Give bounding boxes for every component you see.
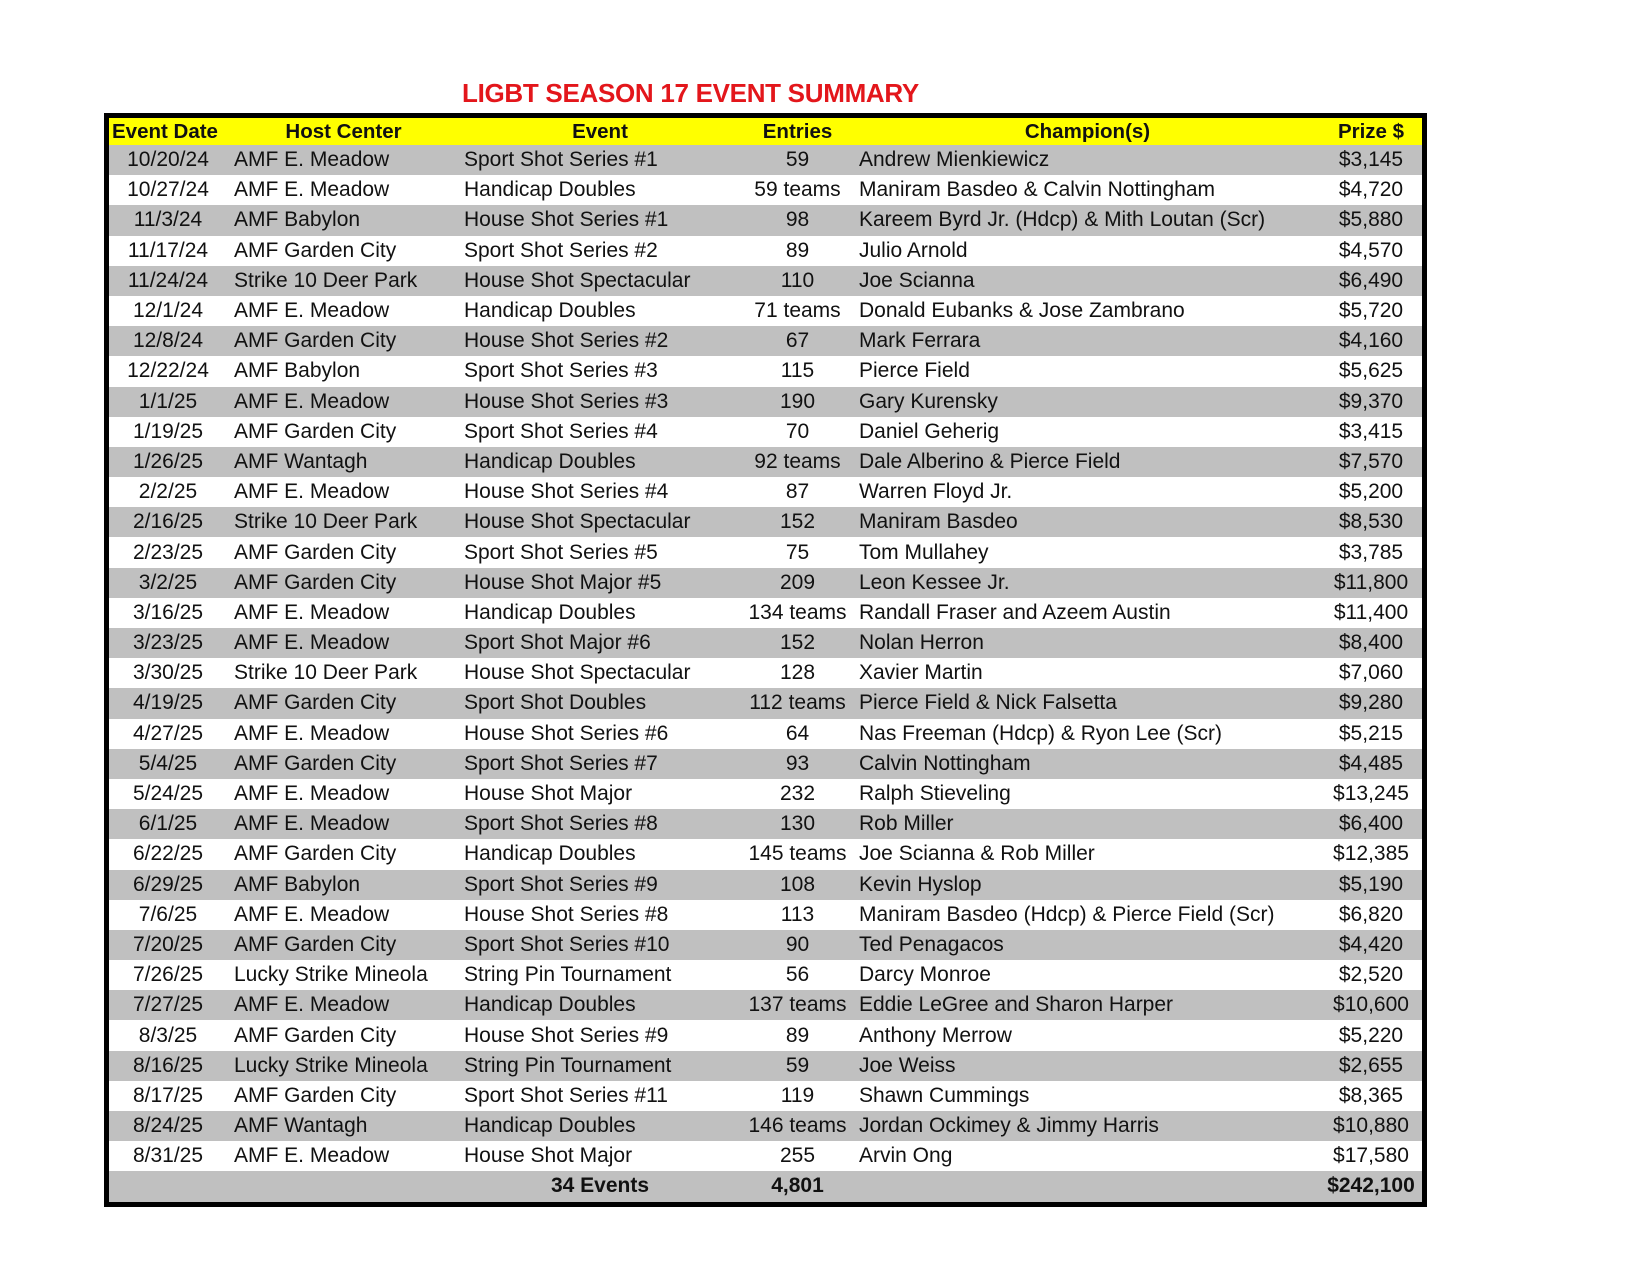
cell-host-center: AMF E. Meadow xyxy=(234,993,390,1017)
cell-event: Sport Shot Doubles xyxy=(464,691,647,715)
cell-champions: Daniel Geherig xyxy=(859,419,1000,443)
cell-event: Sport Shot Series #7 xyxy=(464,751,658,775)
cell-champions: Rob Miller xyxy=(859,812,954,836)
cell-event-date: 8/16/25 xyxy=(132,1053,204,1077)
cell-prize: $5,200 xyxy=(1338,480,1404,504)
cell-event: Sport Shot Major #6 xyxy=(464,631,651,655)
cell-entries: 145 teams xyxy=(748,842,847,866)
cell-event-date: 7/27/25 xyxy=(132,993,204,1017)
cell-entries: 87 xyxy=(785,480,810,504)
cell-prize: $6,400 xyxy=(1338,812,1404,836)
cell-champions: Maniram Basdeo (Hdcp) & Pierce Field (Scr) xyxy=(859,902,1275,926)
table-row xyxy=(109,749,1422,779)
cell-event-date: 10/20/24 xyxy=(127,148,209,172)
table-row xyxy=(109,719,1422,749)
cell-event-date: 2/23/25 xyxy=(132,540,204,564)
cell-entries: 71 teams xyxy=(754,299,841,323)
table-row xyxy=(109,658,1422,688)
table-row xyxy=(109,417,1422,447)
header-champions: Champion(s) xyxy=(1024,120,1151,143)
cell-event: Handicap Doubles xyxy=(464,178,636,202)
cell-champions: Darcy Monroe xyxy=(859,963,991,987)
cell-prize: $5,190 xyxy=(1338,872,1404,896)
cell-event: House Shot Spectacular xyxy=(464,268,691,292)
table-row xyxy=(109,356,1422,386)
header-host-center: Host Center xyxy=(285,120,402,143)
table-body xyxy=(109,145,1422,1171)
table-row xyxy=(109,175,1422,205)
cell-entries: 134 teams xyxy=(748,600,847,624)
cell-entries: 110 xyxy=(780,268,815,292)
cell-event-date: 4/19/25 xyxy=(132,691,204,715)
cell-event-date: 7/6/25 xyxy=(138,902,198,926)
cell-event: Sport Shot Series #8 xyxy=(464,812,658,836)
cell-event: House Shot Series #3 xyxy=(464,389,669,413)
cell-event: House Shot Series #6 xyxy=(464,721,669,745)
cell-entries: 89 xyxy=(785,1023,810,1047)
cell-host-center: AMF Garden City xyxy=(234,1083,397,1107)
cell-entries: 130 xyxy=(779,812,816,836)
cell-event-date: 2/2/25 xyxy=(138,480,198,504)
cell-event: House Shot Spectacular xyxy=(464,510,691,534)
cell-champions: Gary Kurensky xyxy=(859,389,998,413)
cell-entries: 89 xyxy=(785,238,810,262)
table-row xyxy=(109,387,1422,417)
cell-prize: $10,880 xyxy=(1333,1114,1409,1138)
table-row xyxy=(109,1111,1422,1141)
cell-host-center: Lucky Strike Mineola xyxy=(234,963,428,987)
cell-prize: $8,365 xyxy=(1338,1083,1404,1107)
cell-host-center: AMF E. Meadow xyxy=(234,178,390,202)
cell-host-center: AMF E. Meadow xyxy=(234,480,390,504)
cell-event: House Shot Major #5 xyxy=(464,570,662,594)
header-event: Event xyxy=(572,120,628,143)
cell-host-center: AMF Garden City xyxy=(234,419,397,443)
cell-entries: 128 xyxy=(779,661,816,685)
cell-champions: Shawn Cummings xyxy=(859,1083,1030,1107)
table-row xyxy=(109,809,1422,839)
totals-empty-host xyxy=(227,1171,460,1201)
cell-entries: 152 xyxy=(779,631,816,655)
cell-entries: 119 xyxy=(780,1083,815,1107)
cell-entries: 115 xyxy=(780,359,815,383)
cell-champions: Kareem Byrd Jr. (Hdcp) & Mith Loutan (Scr) xyxy=(859,208,1266,232)
cell-host-center: AMF Wantagh xyxy=(234,1114,368,1138)
cell-prize: $5,215 xyxy=(1338,721,1404,745)
table-row xyxy=(109,839,1422,869)
cell-champions: Mark Ferrara xyxy=(859,329,981,353)
cell-champions: Tom Mullahey xyxy=(859,540,989,564)
cell-event: Sport Shot Series #11 xyxy=(464,1083,668,1107)
cell-prize: $9,370 xyxy=(1338,389,1404,413)
cell-event-date: 6/29/25 xyxy=(132,872,204,896)
cell-event: Handicap Doubles xyxy=(464,1114,636,1138)
cell-event-date: 8/24/25 xyxy=(132,1114,204,1138)
cell-host-center: AMF Garden City xyxy=(234,238,397,262)
table-header-row xyxy=(109,118,1422,145)
cell-host-center: AMF E. Meadow xyxy=(234,631,390,655)
page-title: LIGBT SEASON 17 EVENT SUMMARY xyxy=(462,78,919,108)
cell-entries: 70 xyxy=(785,419,810,443)
header-prize: Prize $ xyxy=(1337,120,1405,143)
cell-event: Sport Shot Series #10 xyxy=(464,932,670,956)
cell-prize: $8,530 xyxy=(1338,510,1404,534)
cell-event: Handicap Doubles xyxy=(464,600,636,624)
cell-event-date: 8/31/25 xyxy=(132,1144,204,1168)
cell-event: Handicap Doubles xyxy=(464,299,636,323)
table-row xyxy=(109,447,1422,477)
cell-host-center: AMF E. Meadow xyxy=(234,299,390,323)
cell-entries: 56 xyxy=(785,963,810,987)
cell-champions: Joe Scianna & Rob Miller xyxy=(859,842,1095,866)
table-row xyxy=(109,507,1422,537)
cell-event: Sport Shot Series #1 xyxy=(464,148,658,172)
cell-host-center: AMF Babylon xyxy=(234,872,361,896)
cell-event-date: 2/16/25 xyxy=(132,510,204,534)
cell-event: House Shot Series #2 xyxy=(464,329,669,353)
cell-event: House Shot Series #1 xyxy=(464,208,669,232)
cell-event-date: 11/3/24 xyxy=(133,208,203,232)
cell-champions: Dale Alberino & Pierce Field xyxy=(859,449,1121,473)
cell-host-center: AMF E. Meadow xyxy=(234,721,390,745)
cell-event: String Pin Tournament xyxy=(464,963,672,987)
cell-host-center: AMF Garden City xyxy=(234,540,397,564)
cell-entries: 67 xyxy=(785,329,810,353)
cell-event-date: 6/1/25 xyxy=(138,812,198,836)
cell-prize: $6,820 xyxy=(1338,902,1404,926)
cell-entries: 59 xyxy=(785,1053,810,1077)
table-row xyxy=(109,296,1422,326)
cell-prize: $5,220 xyxy=(1338,1023,1404,1047)
cell-event: House Shot Major xyxy=(464,782,633,806)
table-row xyxy=(109,990,1422,1020)
cell-host-center: AMF Wantagh xyxy=(234,449,368,473)
cell-champions: Ralph Stieveling xyxy=(859,782,1011,806)
table-row xyxy=(109,960,1422,990)
table-row xyxy=(109,930,1422,960)
table-row xyxy=(109,568,1422,598)
cell-host-center: AMF E. Meadow xyxy=(234,600,390,624)
cell-entries: 75 xyxy=(785,540,810,564)
cell-host-center: Lucky Strike Mineola xyxy=(234,1053,428,1077)
cell-event-date: 4/27/25 xyxy=(132,721,204,745)
cell-champions: Donald Eubanks & Jose Zambrano xyxy=(859,299,1185,323)
cell-event-date: 10/27/24 xyxy=(127,178,209,202)
cell-champions: Eddie LeGree and Sharon Harper xyxy=(859,993,1174,1017)
cell-host-center: AMF Garden City xyxy=(234,1023,397,1047)
cell-host-center: AMF E. Meadow xyxy=(234,1144,390,1168)
cell-event-date: 5/4/25 xyxy=(138,751,198,775)
table-row xyxy=(109,145,1422,175)
cell-prize: $4,420 xyxy=(1338,932,1404,956)
cell-host-center: AMF E. Meadow xyxy=(234,902,390,926)
cell-entries: 113 xyxy=(780,902,815,926)
cell-event-date: 8/17/25 xyxy=(132,1083,204,1107)
table-row xyxy=(109,236,1422,266)
cell-champions: Nas Freeman (Hdcp) & Ryon Lee (Scr) xyxy=(859,721,1222,745)
cell-entries: 209 xyxy=(779,570,816,594)
cell-entries: 93 xyxy=(785,751,810,775)
cell-champions: Warren Floyd Jr. xyxy=(859,480,1013,504)
cell-entries: 59 xyxy=(785,148,810,172)
cell-prize: $4,720 xyxy=(1338,178,1404,202)
cell-prize: $7,570 xyxy=(1338,449,1404,473)
cell-champions: Calvin Nottingham xyxy=(859,751,1031,775)
cell-event-date: 3/23/25 xyxy=(132,631,204,655)
cell-host-center: AMF Babylon xyxy=(234,359,361,383)
cell-event: Sport Shot Series #9 xyxy=(464,872,658,896)
totals-prize: $242,100 xyxy=(1327,1174,1415,1198)
cell-entries: 59 teams xyxy=(754,178,841,202)
cell-host-center: AMF Garden City xyxy=(234,691,397,715)
cell-event: Sport Shot Series #3 xyxy=(464,359,658,383)
cell-champions: Pierce Field & Nick Falsetta xyxy=(859,691,1117,715)
cell-prize: $4,485 xyxy=(1338,751,1404,775)
table-row xyxy=(109,900,1422,930)
totals-entries: 4,801 xyxy=(771,1174,824,1198)
cell-host-center: Strike 10 Deer Park xyxy=(234,268,418,292)
cell-prize: $17,580 xyxy=(1333,1144,1409,1168)
cell-event: House Shot Series #9 xyxy=(464,1023,669,1047)
cell-entries: 137 teams xyxy=(748,993,847,1017)
cell-event: Handicap Doubles xyxy=(464,449,636,473)
cell-event-date: 3/16/25 xyxy=(132,600,204,624)
cell-prize: $9,280 xyxy=(1338,691,1404,715)
cell-event: House Shot Major xyxy=(464,1144,633,1168)
cell-entries: 92 teams xyxy=(754,449,841,473)
cell-entries: 112 teams xyxy=(749,691,846,715)
cell-event: Handicap Doubles xyxy=(464,842,636,866)
cell-prize: $3,785 xyxy=(1338,540,1404,564)
cell-prize: $5,625 xyxy=(1338,359,1404,383)
cell-event: Sport Shot Series #4 xyxy=(464,419,658,443)
totals-empty-date xyxy=(109,1171,227,1201)
cell-prize: $2,520 xyxy=(1338,963,1404,987)
cell-event: House Shot Series #4 xyxy=(464,480,669,504)
cell-prize: $12,385 xyxy=(1333,842,1409,866)
cell-event-date: 5/24/25 xyxy=(132,782,204,806)
cell-event-date: 7/20/25 xyxy=(132,932,204,956)
cell-event: Handicap Doubles xyxy=(464,993,636,1017)
event-summary-table xyxy=(109,118,1422,1202)
cell-champions: Kevin Hyslop xyxy=(859,872,982,896)
table-row xyxy=(109,1081,1422,1111)
totals-events: 34 Events xyxy=(550,1174,650,1198)
cell-host-center: AMF Garden City xyxy=(234,751,397,775)
cell-host-center: AMF E. Meadow xyxy=(234,148,390,172)
cell-champions: Anthony Merrow xyxy=(859,1023,1012,1047)
table-row xyxy=(109,688,1422,718)
header-entries: Entries xyxy=(762,120,833,143)
cell-host-center: AMF E. Meadow xyxy=(234,782,390,806)
cell-prize: $8,400 xyxy=(1338,631,1404,655)
cell-prize: $6,490 xyxy=(1338,268,1404,292)
cell-host-center: AMF E. Meadow xyxy=(234,812,390,836)
cell-host-center: AMF Garden City xyxy=(234,570,397,594)
cell-champions: Randall Fraser and Azeem Austin xyxy=(859,600,1171,624)
cell-entries: 146 teams xyxy=(748,1114,847,1138)
header-event-date: Event Date xyxy=(112,120,218,143)
cell-entries: 98 xyxy=(785,208,810,232)
cell-entries: 90 xyxy=(785,932,810,956)
cell-host-center: AMF Garden City xyxy=(234,842,397,866)
cell-prize: $7,060 xyxy=(1338,661,1404,685)
table-row xyxy=(109,598,1422,628)
cell-champions: Maniram Basdeo & Calvin Nottingham xyxy=(859,178,1215,202)
cell-champions: Pierce Field xyxy=(859,359,970,383)
cell-entries: 64 xyxy=(785,721,810,745)
table-row xyxy=(109,326,1422,356)
cell-event-date: 11/17/24 xyxy=(127,238,209,262)
cell-champions: Jordan Ockimey & Jimmy Harris xyxy=(859,1114,1159,1138)
cell-host-center: Strike 10 Deer Park xyxy=(234,510,418,534)
cell-event-date: 3/30/25 xyxy=(132,661,204,685)
cell-champions: Xavier Martin xyxy=(859,661,983,685)
cell-champions: Joe Scianna xyxy=(859,268,975,292)
cell-event-date: 12/1/24 xyxy=(132,299,204,323)
cell-entries: 255 xyxy=(779,1144,816,1168)
table-row xyxy=(109,779,1422,809)
cell-event-date: 1/19/25 xyxy=(132,419,204,443)
table-row xyxy=(109,266,1422,296)
event-summary-table-container xyxy=(104,113,1427,1207)
cell-host-center: AMF Garden City xyxy=(234,329,397,353)
cell-prize: $11,800 xyxy=(1333,570,1409,594)
cell-host-center: AMF Garden City xyxy=(234,932,397,956)
cell-event: Sport Shot Series #2 xyxy=(464,238,658,262)
cell-prize: $2,655 xyxy=(1338,1053,1404,1077)
cell-entries: 108 xyxy=(779,872,816,896)
cell-event-date: 12/22/24 xyxy=(127,359,209,383)
cell-entries: 232 xyxy=(779,782,816,806)
table-row xyxy=(109,1051,1422,1081)
cell-champions: Ted Penagacos xyxy=(859,932,1004,956)
cell-prize: $5,720 xyxy=(1338,299,1404,323)
cell-event-date: 1/1/25 xyxy=(138,389,198,413)
cell-event: Sport Shot Series #5 xyxy=(464,540,658,564)
cell-event-date: 6/22/25 xyxy=(132,842,204,866)
table-row xyxy=(109,870,1422,900)
cell-host-center: AMF E. Meadow xyxy=(234,389,390,413)
cell-event-date: 11/24/24 xyxy=(127,268,209,292)
cell-event-date: 8/3/25 xyxy=(138,1023,198,1047)
totals-row xyxy=(109,1171,1422,1201)
cell-entries: 152 xyxy=(779,510,816,534)
cell-prize: $13,245 xyxy=(1333,782,1409,806)
cell-champions: Nolan Herron xyxy=(859,631,984,655)
cell-event-date: 7/26/25 xyxy=(132,963,204,987)
cell-champions: Maniram Basdeo xyxy=(859,510,1018,534)
cell-champions: Julio Arnold xyxy=(859,238,968,262)
table-row xyxy=(109,1141,1422,1171)
cell-event: String Pin Tournament xyxy=(464,1053,672,1077)
cell-champions: Joe Weiss xyxy=(859,1053,956,1077)
cell-event: House Shot Series #8 xyxy=(464,902,669,926)
cell-host-center: Strike 10 Deer Park xyxy=(234,661,418,685)
table-row xyxy=(109,537,1422,567)
cell-prize: $5,880 xyxy=(1338,208,1404,232)
cell-prize: $10,600 xyxy=(1333,993,1409,1017)
table-row xyxy=(109,1020,1422,1050)
cell-event: House Shot Spectacular xyxy=(464,661,691,685)
cell-prize: $3,415 xyxy=(1338,419,1404,443)
cell-prize: $4,160 xyxy=(1338,329,1404,353)
table-row xyxy=(109,205,1422,235)
cell-entries: 190 xyxy=(779,389,816,413)
cell-event-date: 1/26/25 xyxy=(132,449,204,473)
cell-event-date: 12/8/24 xyxy=(132,329,204,353)
table-row xyxy=(109,477,1422,507)
cell-prize: $11,400 xyxy=(1333,600,1409,624)
cell-champions: Leon Kessee Jr. xyxy=(859,570,1010,594)
totals-empty-champions xyxy=(855,1171,1320,1201)
cell-prize: $4,570 xyxy=(1338,238,1404,262)
cell-prize: $3,145 xyxy=(1338,148,1404,172)
cell-champions: Arvin Ong xyxy=(859,1144,953,1168)
cell-event-date: 3/2/25 xyxy=(138,570,198,594)
cell-champions: Andrew Mienkiewicz xyxy=(859,148,1050,172)
cell-host-center: AMF Babylon xyxy=(234,208,361,232)
table-row xyxy=(109,628,1422,658)
